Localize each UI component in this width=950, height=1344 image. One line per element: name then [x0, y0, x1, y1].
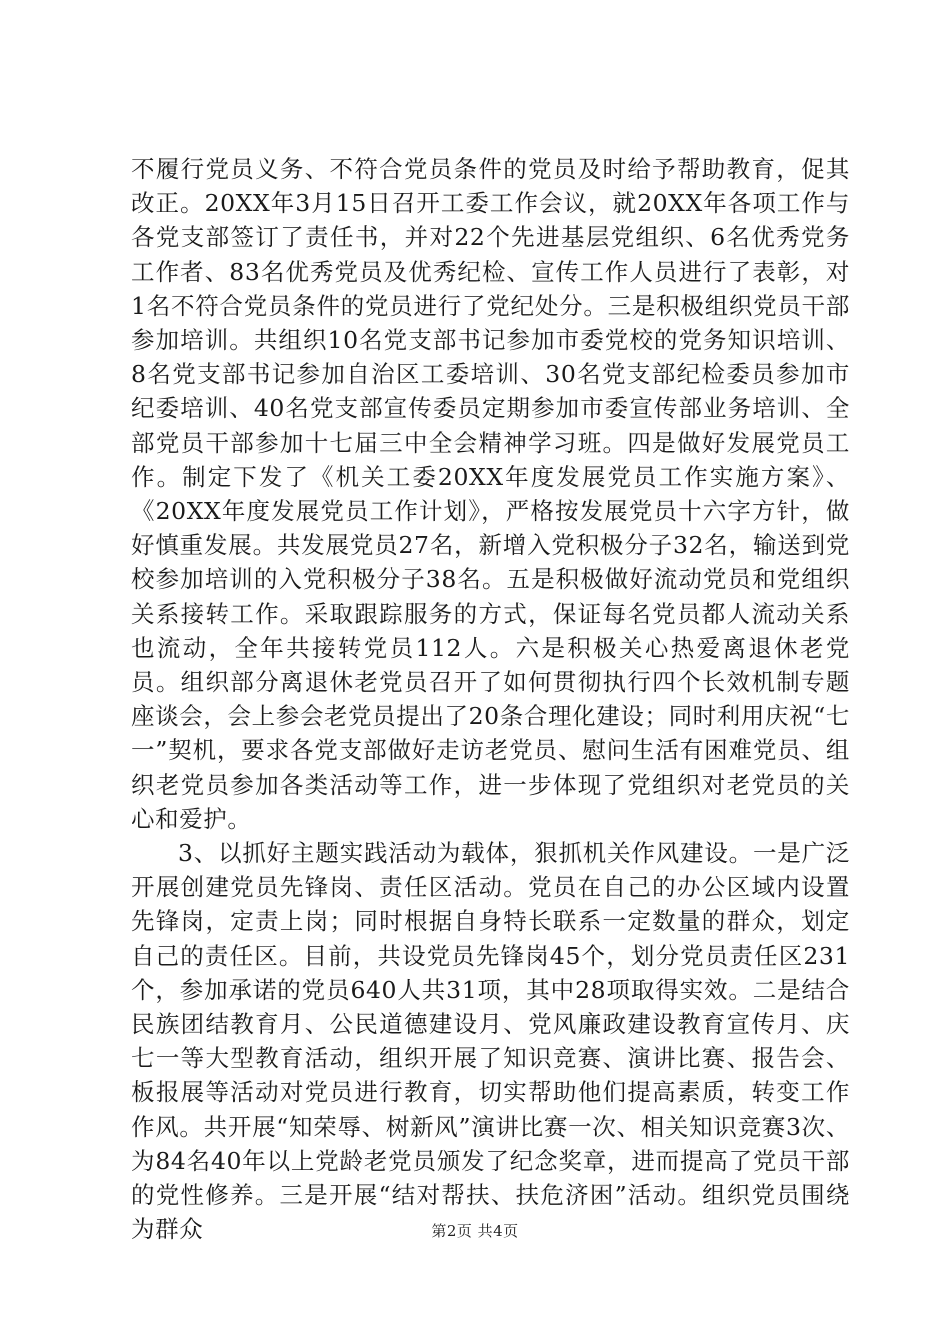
document-body [131, 152, 850, 1247]
page-number-footer: 第2页 共4页 [431, 1222, 519, 1240]
body-paragraph: 3、以抓好主题实践活动为载体，狠抓机关作风建设。一是广泛开展创建党员先锋岗、责任区活动。党员在自己的办公区域内设置先锋岗，定责上岗；同时根据自身特长联系一定数量的群众，划定自己的责任区。目前，共设党员先锋岗45个，划分党员责任区231个，参加承诺的党员640人共31项，其中28项取得实效。二是结合民族团结教育月、公民道德建设月、党风廉政建设教育宣传月、庆七一等大型教育活动，组织开展了知识竞赛、演讲比赛、报告会、板报展等活动对党员进行教育，切实帮助他们提高素质，转变工作作风。共开展“知荣辱、树新风”演讲比赛一次、相关知识竞赛3次、为84名40年以上党龄老党员颁发了纪念奖章，进而提高了党员干部的党性修养。三是开展“结对帮扶、扶危济困”活动。组织党员围绕为群众 [131, 839, 850, 1244]
body-paragraph: 不履行党员义务、不符合党员条件的党员及时给予帮助教育，促其改正。20XX年3月15日召开工委工作会议，就20XX年各项工作与各党支部签订了责任书，并对22个先进基层党组织、6名优秀党务工作者、83名优秀党员及优秀纪检、宣传工作人员进行了表彰，对1名不符合党员条件的党员进行了党纪处分。三是积极组织党员干部参加培训。共组织10名党支部书记参加市委党校的党务知识培训、8名党支部书记参加自治区工委培训、30名党支部纪检委员参加市纪委培训、40名党支部宣传委员定期参加市委宣传部业务培训、全部党员干部参加十七届三中全会精神学习班。四是做好发展党员工作。制定下发了《机关工委20XX年度发展党员工作实施方案》、《20XX年度发展党员工作计划》，严格按发展党员十六字方针，做好慎重发展。共发展党员27名，新增入党积极分子32名，输送到党校参加培训的入党积极分子38名。五是积极做好流动党员和党组织关系接转工作。采取跟踪服务的方式，保证每名党员都人流动关系也流动，全年共接转党员112人。六是积极关心热爱离退休老党员。组织部分离退休老党员召开了如何贯彻执行四个长效机制专题座谈会，会上参会老党员提出了20条合理化建设；同时利用庆祝“七一”契机，要求各党支部做好走访老党员、慰问生活有困难党员、组织老党员参加各类活动等工作，进一步体现了党组织对老党员的关心和爱护。 [131, 155, 850, 833]
